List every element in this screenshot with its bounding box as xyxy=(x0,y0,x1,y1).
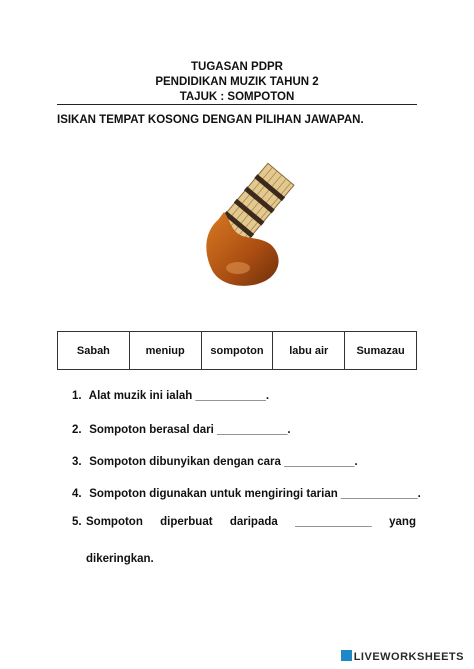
question-text[interactable]: Sompoton berasal dari ___________. xyxy=(89,424,291,436)
answer-choices-row xyxy=(58,332,417,370)
worksheet-subject: PENDIDIKAN MUZIK TAHUN 2 xyxy=(155,76,319,88)
answer-choices-table xyxy=(57,331,417,370)
question-1 xyxy=(72,390,269,402)
question-number: 5. Sompoton xyxy=(72,516,143,528)
question-number: 2. xyxy=(72,424,82,436)
question-text[interactable]: Alat muzik ini ialah ___________. xyxy=(88,390,270,402)
liveworksheets-logo-icon xyxy=(341,650,352,661)
question-word: yang xyxy=(389,516,416,528)
choice-sompoton[interactable]: sompoton xyxy=(201,332,273,370)
question-5 xyxy=(72,516,416,528)
sompoton-illustration xyxy=(198,140,308,300)
header-divider xyxy=(57,104,417,105)
question-number: 3. xyxy=(72,456,82,468)
worksheet-title: TUGASAN PDPR xyxy=(190,61,283,73)
question-4 xyxy=(72,488,421,500)
question-word: diperbuat xyxy=(160,516,213,528)
question-2 xyxy=(72,424,291,436)
liveworksheets-footer xyxy=(341,650,464,663)
question-text[interactable]: Sompoton digunakan untuk mengiringi tarian ____________. xyxy=(89,488,421,500)
question-number: 4. xyxy=(72,488,82,500)
question-number: 1. xyxy=(72,390,82,402)
answer-blank[interactable]: ____________ xyxy=(295,516,372,528)
worksheet-topic: TAJUK : SOMPOTON xyxy=(179,91,295,103)
choice-sumazau[interactable]: Sumazau xyxy=(345,332,417,370)
question-text[interactable]: Sompoton dibunyikan dengan cara ___________. xyxy=(89,456,358,468)
question-5-continuation: dikeringkan. xyxy=(86,553,154,565)
footer-brand: LIVEWORKSHEETS xyxy=(353,651,464,663)
choice-labu-air[interactable]: labu air xyxy=(273,332,345,370)
choice-meniup[interactable]: meniup xyxy=(129,332,201,370)
question-word: daripada xyxy=(229,516,278,528)
question-3 xyxy=(72,456,358,468)
instruction-text: ISIKAN TEMPAT KOSONG DENGAN PILIHAN JAWAPAN. xyxy=(57,114,364,126)
sompoton-image xyxy=(198,140,308,300)
choice-sabah[interactable]: Sabah xyxy=(58,332,130,370)
